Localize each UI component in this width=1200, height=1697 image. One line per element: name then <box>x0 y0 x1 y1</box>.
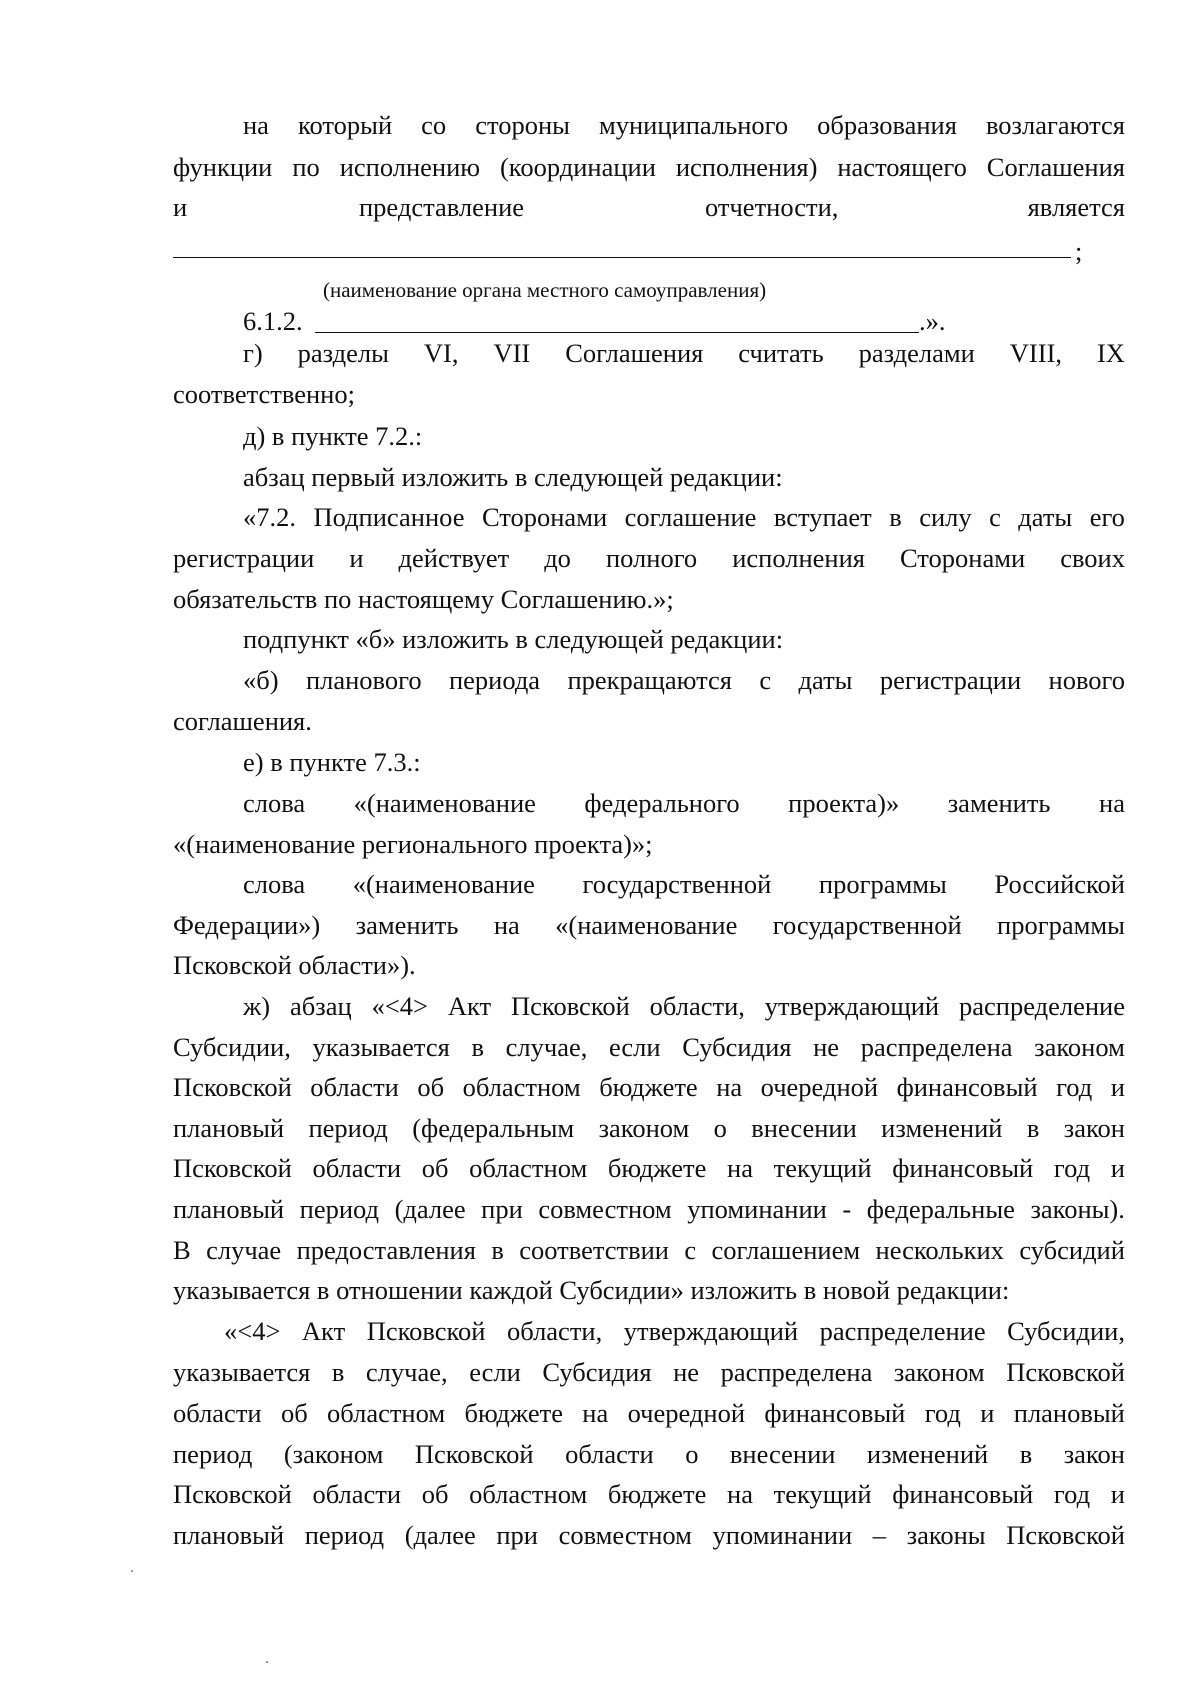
word: абзац <box>290 991 352 1021</box>
word: в <box>491 1235 504 1265</box>
word: плановый <box>1013 1398 1125 1428</box>
word: области <box>565 1439 654 1469</box>
clause-number: 6.1.2. <box>243 306 303 336</box>
word: в <box>889 502 902 532</box>
text-line: обязательств по настоящему Соглашению.»; <box>173 584 674 614</box>
word: Псковской <box>414 1439 534 1469</box>
word: финансовый <box>896 1072 1038 1102</box>
word: с <box>759 665 772 695</box>
word: Псковской <box>173 1072 292 1102</box>
word: В <box>173 1235 191 1265</box>
word: на <box>716 1072 743 1102</box>
word: нового <box>1048 665 1125 695</box>
word: год <box>1053 1479 1091 1509</box>
word: случае <box>206 1235 282 1265</box>
word: если <box>469 1357 521 1387</box>
word: распределение <box>959 991 1125 1021</box>
word: слова <box>243 788 306 818</box>
word: заменить <box>947 788 1051 818</box>
text-line <box>243 867 1125 901</box>
text-line: е) в пункте 7.3.: <box>243 747 421 777</box>
word: не <box>673 1357 700 1387</box>
word: программы <box>997 910 1125 940</box>
text-line: соглашения. <box>173 706 312 736</box>
word: до <box>544 543 571 573</box>
text-line <box>173 1518 1125 1552</box>
word: Соглашения <box>565 338 704 368</box>
word: внесении <box>751 1113 857 1143</box>
word: при <box>496 1520 538 1550</box>
word: на <box>727 1153 753 1183</box>
word: «7.2. <box>243 502 296 532</box>
word: области <box>173 1398 262 1428</box>
word: Псковской <box>173 1153 292 1183</box>
word: Федерации») <box>173 910 321 940</box>
word: бюджете <box>464 1398 563 1428</box>
word: изменений <box>881 1113 1003 1143</box>
word: текущий <box>773 1479 872 1509</box>
word: Сторонами <box>899 543 1026 573</box>
word: «(наименование <box>353 788 536 818</box>
word: (далее <box>394 1194 466 1224</box>
word: своих <box>1060 543 1125 573</box>
word: упоминании <box>687 1194 827 1224</box>
word: проекта)» <box>788 788 900 818</box>
word: функции <box>173 152 273 182</box>
blank-fill-line <box>173 257 1071 258</box>
word: с <box>989 502 1001 532</box>
word: Российской <box>994 869 1125 899</box>
text-line: подпункт «б» изложить в следующей редакции: <box>243 624 784 654</box>
semicolon: ; <box>1075 236 1083 266</box>
word: закон <box>1063 1113 1125 1143</box>
word: бюджете <box>607 1479 707 1509</box>
text-line <box>243 108 1125 142</box>
word: период <box>173 1439 253 1469</box>
word: соглашением <box>711 1235 861 1265</box>
scan-speck <box>266 1661 268 1663</box>
word: об <box>421 1479 449 1509</box>
word: Псковской <box>1006 1520 1125 1550</box>
word: внесении <box>729 1439 836 1469</box>
text-line <box>173 1030 1125 1064</box>
word: распределена <box>860 1032 1013 1062</box>
word: (координации <box>499 152 656 182</box>
word: и <box>173 192 188 222</box>
word: по <box>292 152 320 182</box>
scan-speck <box>131 1570 133 1572</box>
word: указывается <box>173 1357 311 1387</box>
word: соглашение <box>624 502 757 532</box>
word: об <box>421 1153 449 1183</box>
word: разделами <box>858 338 975 368</box>
word: возлагаются <box>985 110 1125 140</box>
word: на <box>1099 788 1125 818</box>
word: о <box>685 1439 699 1469</box>
word: не <box>813 1032 840 1062</box>
word: регистрации <box>879 665 1022 695</box>
word: даты <box>798 665 853 695</box>
word: «(наименование <box>352 869 535 899</box>
word: является <box>1027 192 1125 222</box>
word: Подписанное <box>313 502 465 532</box>
word: распределена <box>720 1357 873 1387</box>
text-line <box>173 1233 1125 1267</box>
word: – <box>872 1520 886 1550</box>
word: его <box>1089 502 1125 532</box>
word: областном <box>327 1398 446 1428</box>
word: распределение <box>819 1316 986 1346</box>
word: - <box>842 1194 852 1224</box>
word: финансовый <box>764 1398 906 1428</box>
word: VI, <box>423 338 459 368</box>
text-line: Псковской области»). <box>173 950 416 980</box>
word: субсидий <box>1019 1235 1125 1265</box>
word: образования <box>817 110 957 140</box>
text-line <box>173 908 1125 942</box>
word: и <box>1110 1072 1125 1102</box>
word: Псковской <box>366 1316 486 1346</box>
word: представление <box>359 192 525 222</box>
text-line <box>173 1151 1125 1185</box>
word: Акт <box>447 991 492 1021</box>
text-line: абзац первый изложить в следующей редакции: <box>243 462 783 492</box>
word: бюджете <box>599 1072 698 1102</box>
word: и <box>1110 1479 1125 1509</box>
word: законы <box>906 1520 986 1550</box>
text-line: соответственно; <box>173 379 355 409</box>
word: государственной <box>772 910 962 940</box>
word: программы <box>818 869 947 899</box>
word: совместном <box>558 1520 692 1550</box>
word: Соглашения <box>986 152 1125 182</box>
word: стороны <box>475 110 570 140</box>
word: областном <box>469 1479 588 1509</box>
word: на <box>243 110 269 140</box>
word: который <box>297 110 393 140</box>
text-line: «(наименование регионального проекта)»; <box>173 829 653 859</box>
text-line <box>243 336 1125 370</box>
word: на <box>582 1398 609 1428</box>
word: период <box>299 1194 380 1224</box>
word: «б) <box>243 665 279 695</box>
word: федерального <box>584 788 740 818</box>
text-line <box>243 500 1125 534</box>
word: Псковской <box>511 991 630 1021</box>
word: с <box>684 1235 697 1265</box>
word: период <box>304 1520 385 1550</box>
text-line <box>173 1477 1125 1511</box>
word: финансовый <box>892 1153 1034 1183</box>
word: «<4> <box>371 991 428 1021</box>
word: об <box>417 1072 445 1102</box>
word: очередной <box>627 1398 746 1428</box>
word: силу <box>919 502 972 532</box>
word: период <box>308 1113 388 1143</box>
word: настоящего <box>837 152 967 182</box>
word: законом <box>598 1113 690 1143</box>
text-line: д) в пункте 7.2.: <box>243 421 423 451</box>
closing-quote: .». <box>919 306 946 336</box>
word: ж) <box>243 991 271 1021</box>
word: периода <box>448 665 541 695</box>
word: законом <box>893 1357 985 1387</box>
word: год <box>1053 1153 1091 1183</box>
text-line <box>173 541 1125 575</box>
word: исполнения <box>732 543 865 573</box>
word: в <box>471 1032 484 1062</box>
text-line <box>173 1111 1125 1145</box>
word: случае, <box>505 1032 588 1062</box>
word: федеральные <box>866 1194 1015 1224</box>
text-line <box>173 1355 1125 1389</box>
word: области, <box>507 1316 603 1346</box>
word: Субсидия <box>682 1032 792 1062</box>
word: (далее <box>404 1520 476 1550</box>
word: и <box>1110 1153 1125 1183</box>
word: Псковской <box>1006 1357 1125 1387</box>
word: Субсидии, <box>1007 1316 1125 1346</box>
word: в <box>1019 1439 1033 1469</box>
word: «<4> <box>224 1316 281 1346</box>
word: считать <box>738 338 824 368</box>
word: исполнению <box>339 152 481 182</box>
word: соответствии <box>519 1235 669 1265</box>
word: если <box>609 1032 661 1062</box>
word: финансовый <box>892 1479 1034 1509</box>
text-line <box>224 1314 1125 1348</box>
word: г) <box>243 338 263 368</box>
word: и <box>349 543 364 573</box>
word: закон <box>1063 1439 1125 1469</box>
word: разделы <box>297 338 389 368</box>
word: нескольких <box>875 1235 1004 1265</box>
text-line <box>173 1070 1125 1104</box>
word: муниципального <box>598 110 789 140</box>
text-line <box>173 1396 1125 1430</box>
word: упоминании <box>712 1520 853 1550</box>
blank-fill-line <box>315 332 919 333</box>
text-line <box>243 786 1125 820</box>
word: случае, <box>365 1357 448 1387</box>
word: плановый <box>173 1520 285 1550</box>
word: прекращаются <box>567 665 732 695</box>
word: бюджете <box>607 1153 707 1183</box>
word: при <box>481 1194 523 1224</box>
word: «(наименование <box>555 910 738 940</box>
word: планового <box>305 665 422 695</box>
word: слова <box>243 869 306 899</box>
word: о <box>713 1113 727 1143</box>
word: в <box>1026 1113 1040 1143</box>
word: предоставления <box>296 1235 476 1265</box>
word: указывается <box>312 1032 450 1062</box>
word: законы). <box>1030 1194 1125 1224</box>
word: год <box>1056 1072 1093 1102</box>
word: государственной <box>582 869 772 899</box>
word: Псковской <box>173 1479 292 1509</box>
word: совместном <box>538 1194 672 1224</box>
word: Субсидия <box>542 1357 652 1387</box>
word: законом <box>1034 1032 1125 1062</box>
word: области, <box>649 991 745 1021</box>
word: утверждающий <box>764 991 940 1021</box>
word: на <box>727 1479 753 1509</box>
word: Субсидии, <box>173 1032 291 1062</box>
word: Сторонами <box>481 502 608 532</box>
word: плановый <box>173 1194 285 1224</box>
word: на <box>493 910 520 940</box>
word: действует <box>398 543 510 573</box>
word: со <box>421 110 447 140</box>
word: (федеральным <box>412 1113 575 1143</box>
word: IX <box>1096 338 1125 368</box>
word: и <box>980 1398 995 1428</box>
word: утверждающий <box>623 1316 799 1346</box>
word: заменить <box>355 910 459 940</box>
word: VII <box>493 338 531 368</box>
text-line: указывается в отношении каждой Субсидии» изложить в новой редакции: <box>173 1275 1010 1305</box>
word: даты <box>1018 502 1073 532</box>
word: VIII, <box>1009 338 1063 368</box>
word: исполнения) <box>675 152 818 182</box>
word: областном <box>469 1153 588 1183</box>
text-line <box>243 989 1125 1023</box>
word: об <box>280 1398 308 1428</box>
text-line <box>173 150 1125 184</box>
text-line <box>173 1192 1125 1226</box>
word: регистрации <box>173 543 315 573</box>
word: год <box>924 1398 961 1428</box>
word: Акт <box>301 1316 346 1346</box>
word: полного <box>605 543 698 573</box>
word: очередной <box>760 1072 879 1102</box>
word: изменений <box>866 1439 989 1469</box>
word: в <box>331 1357 345 1387</box>
word: текущий <box>773 1153 872 1183</box>
word: области <box>310 1072 399 1102</box>
word: областном <box>462 1072 581 1102</box>
word: плановый <box>173 1113 285 1143</box>
field-caption: (наименование органа местного самоуправления) <box>323 278 767 302</box>
text-line <box>243 663 1125 697</box>
word: вступает <box>773 502 872 532</box>
word: (законом <box>283 1439 384 1469</box>
word: отчетности, <box>705 192 839 222</box>
word: области <box>312 1153 402 1183</box>
word: области <box>312 1479 402 1509</box>
text-line <box>173 1437 1125 1471</box>
